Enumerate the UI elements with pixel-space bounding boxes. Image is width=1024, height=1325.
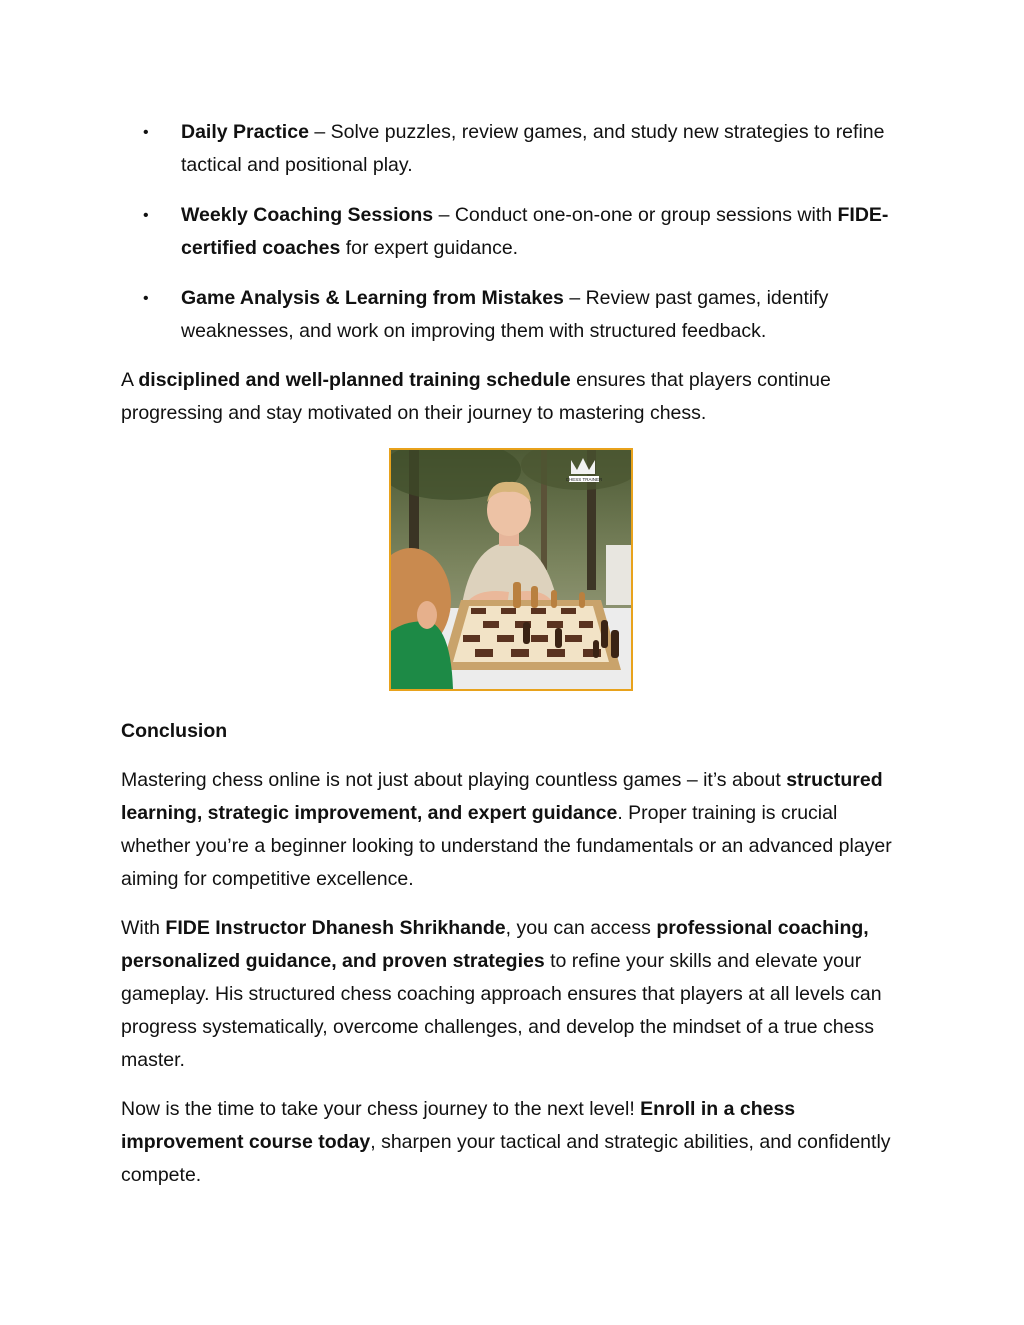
list-item <box>121 199 901 265</box>
conclusion-paragraph-3: Now is the time to take your chess journey to the next level! Enroll in a chess improvement course today, sharpen your tactical and strategic abilities, and confidently compete. <box>121 1098 891 1186</box>
document-page <box>121 116 901 1208</box>
bullet-text: – Review past games, identify weaknesses, and work on improving them with structured feedback. <box>181 287 829 342</box>
conclusion-heading: Conclusion <box>121 720 228 742</box>
bullet-text: for expert guidance. <box>340 237 519 259</box>
bullet-title: Daily Practice <box>181 121 309 143</box>
bullet-emphasis: FIDE-certified coaches <box>181 204 889 259</box>
chess-lesson-photo <box>389 448 633 691</box>
conclusion-paragraph-2: With FIDE Instructor Dhanesh Shrikhande, you can access professional coaching, personalized guidance, and proven strategies to refine your skills and elevate your gameplay. His structured chess coaching approach ensures that players at all levels can progress systematically, overcome challenges, and develop the mindset of a true chess master. <box>121 917 882 1071</box>
bullet-list <box>121 116 901 348</box>
bullet-title: Weekly Coaching Sessions <box>181 204 434 226</box>
bullet-icon: • <box>143 290 149 307</box>
svg-text:CHESS TRAINER: CHESS TRAINER <box>565 477 603 482</box>
conclusion-paragraph-1: Mastering chess online is not just about playing countless games – it’s about structured learning, strategic improvement, and expert guidance. Proper training is crucial whether you’re a beginner looking to understand the fundamentals or an advanced player aiming for competitive excellence. <box>121 769 892 890</box>
bullet-text: – Conduct one-on-one or group sessions with <box>433 204 838 226</box>
chess-photo-illustration <box>391 450 631 689</box>
list-item <box>121 282 901 348</box>
bullet-title: Game Analysis & Learning from Mistakes <box>181 287 564 309</box>
bullet-icon: • <box>143 124 149 141</box>
bullet-icon: • <box>143 207 149 224</box>
bullet-text: – Solve puzzles, review games, and study new strategies to refine tactical and positional play. <box>181 121 885 176</box>
list-item <box>121 116 901 182</box>
intro-paragraph: A disciplined and well-planned training schedule ensures that players continue progressing and stay motivated on their journey to mastering chess. <box>121 369 831 424</box>
